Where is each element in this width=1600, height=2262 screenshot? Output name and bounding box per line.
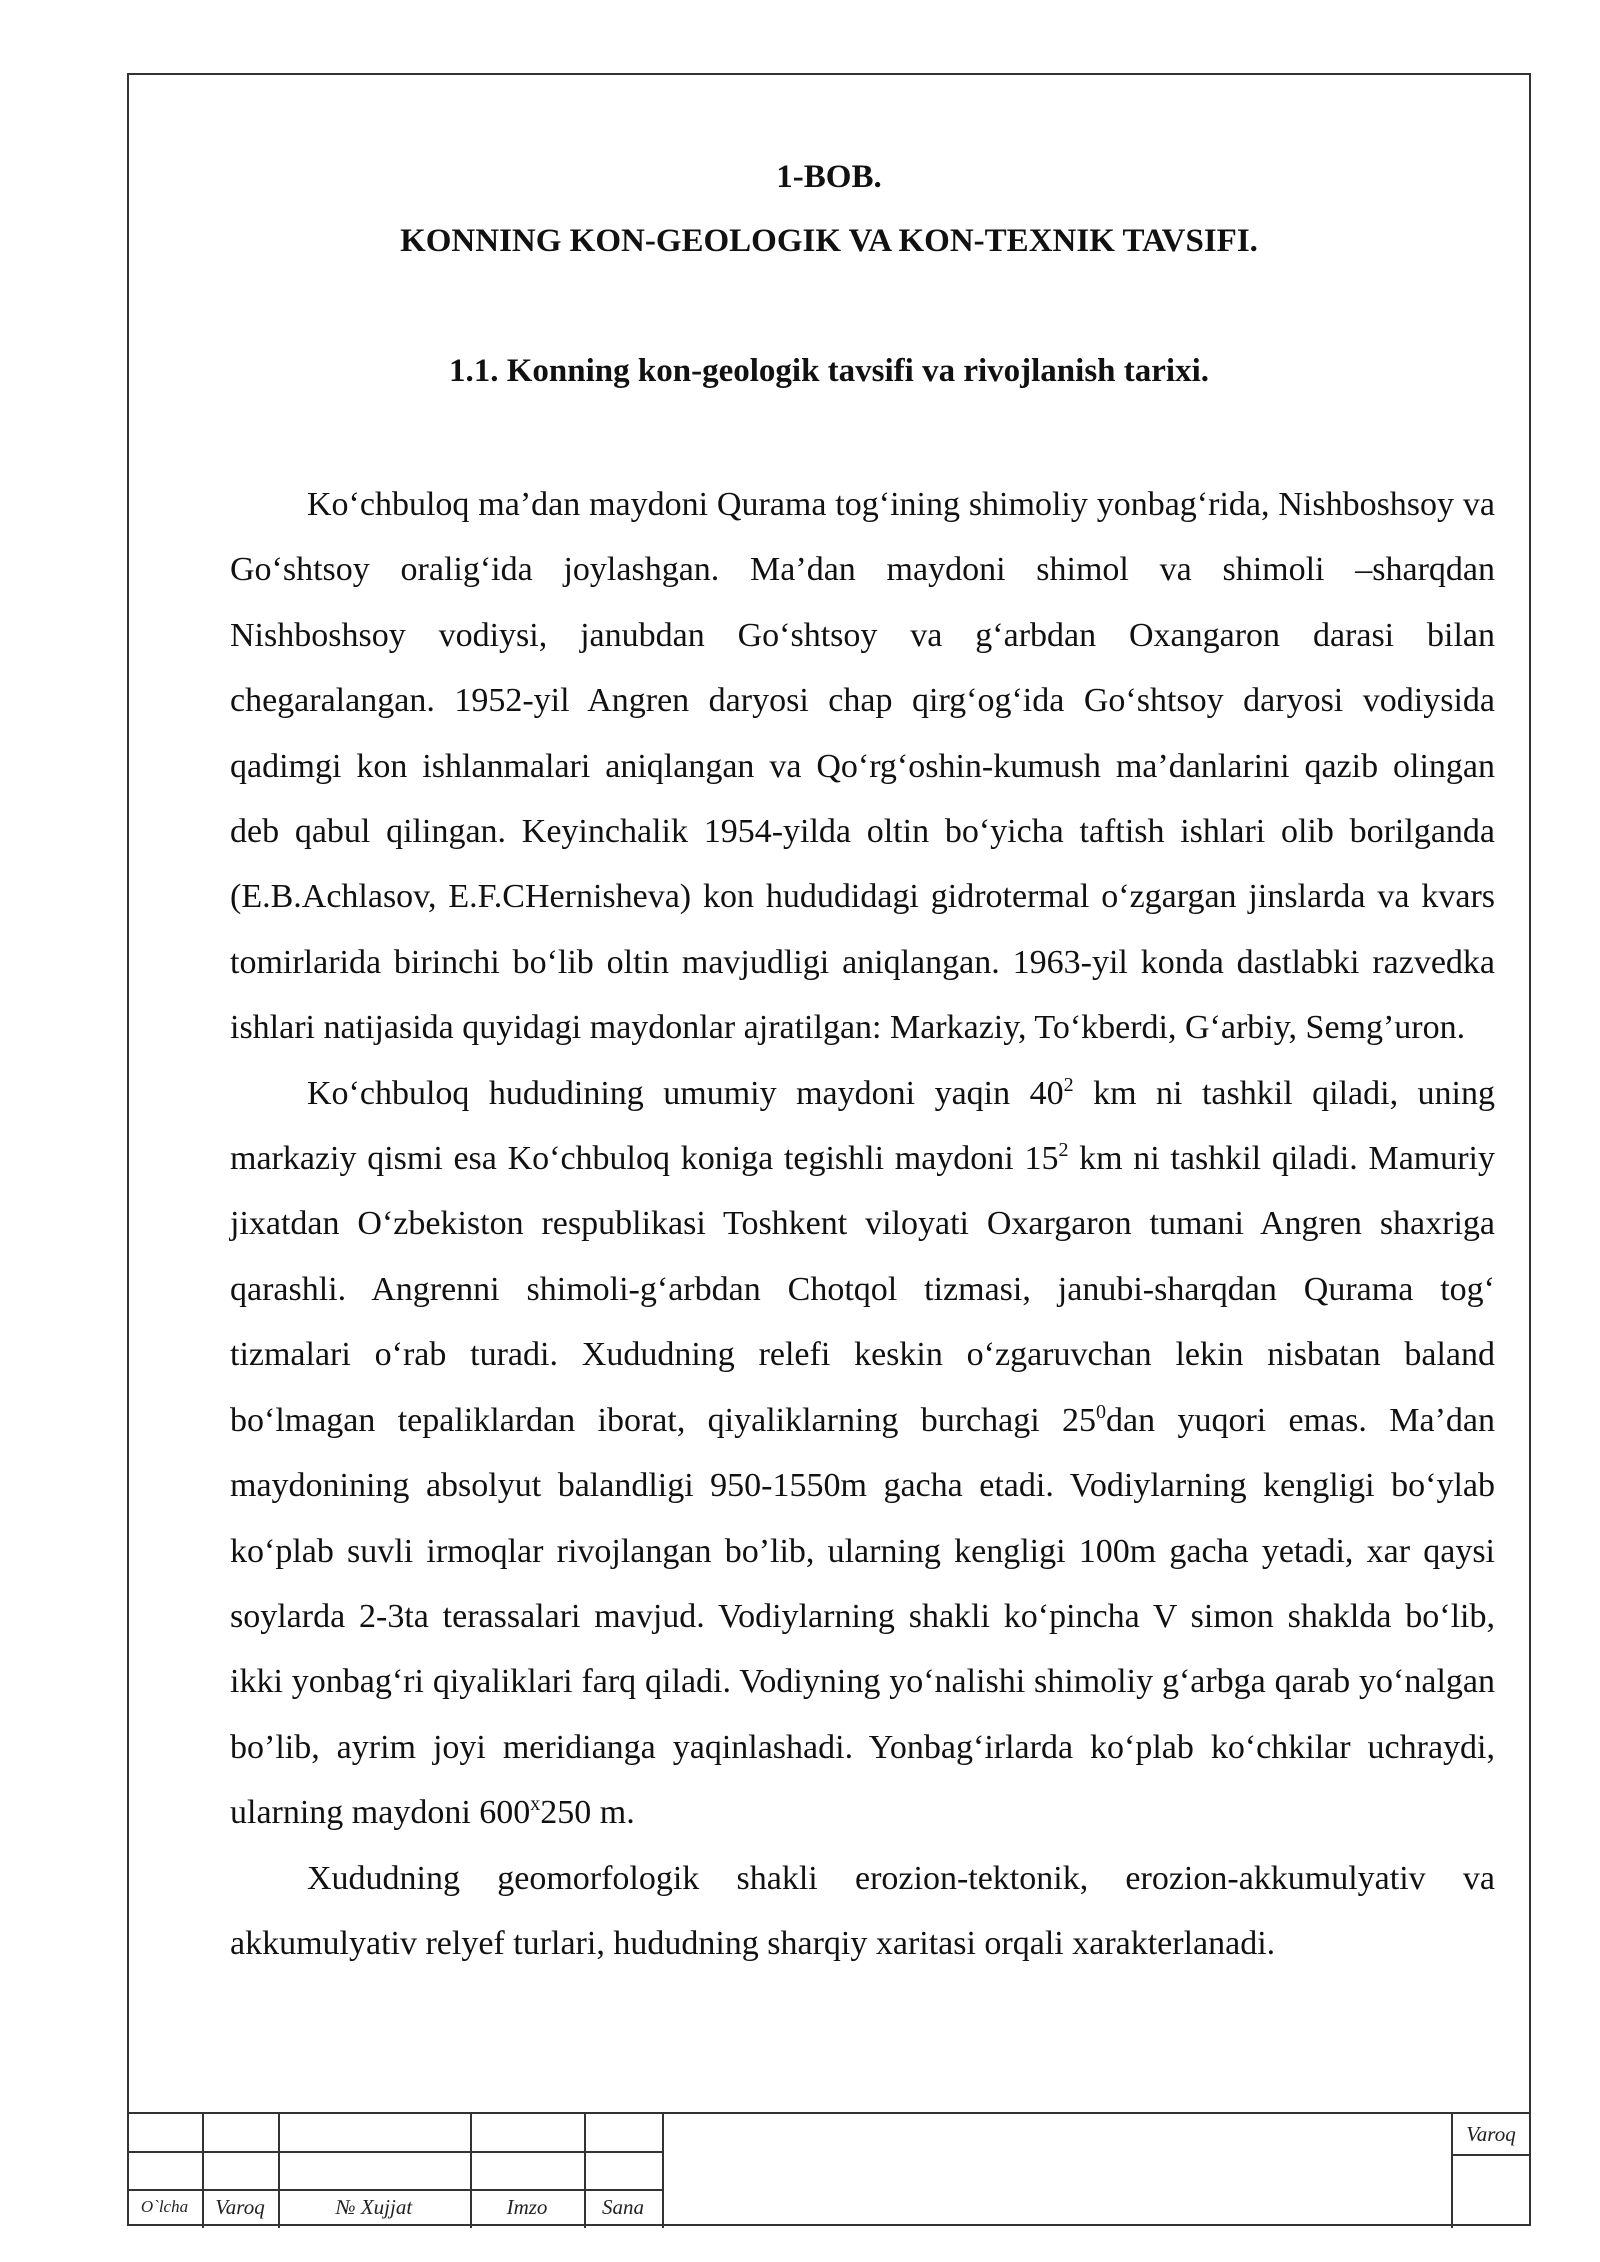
stamp-col-olcha: O`lcha (140, 2197, 189, 2216)
stamp-col-imzo: Imzo (506, 2195, 548, 2219)
paragraph-2-text-e: 250 m. (540, 1794, 635, 1832)
stamp-sheet-label: Varoq (1466, 2122, 1516, 2146)
paragraph-2-text-b: km ni tashkil qiladi, uning markaziy qismi esa Ko‘chbuloq koniga tegishli maydoni 15 (230, 1074, 1495, 1178)
paragraph-2-text-c: km ni tashkil qiladi. Mamuriy jixatdan O‘zbekiston respublikasi Toshkent viloyati Oxargaron tumani Angren shaxriga qarashli. Angrenni shimoli-g‘arbdan Chotqol tizmasi, janubi-sharqdan Qurama tog‘ tizmalari o‘rab turadi. Xududning relefi keskin o‘zgaruvchan lekin nisbatan baland bo‘lmagan tepaliklardan iborat, qiyaliklarning burchagi 25 (230, 1140, 1495, 1439)
section-title: 1.1. Konning kon-geologik tavsifi va rivojlanish tarixi. (449, 353, 1209, 389)
paragraph-2-text-a: Ko‘chbuloq hududining umumiy maydoni yaqin 40 (307, 1074, 1064, 1112)
superscript-2: 2 (1058, 1139, 1069, 1162)
superscript-3: 0 (1096, 1400, 1107, 1423)
stamp-row-line (127, 2151, 662, 2153)
chapter-title: KONNING KON-GEOLOGIK VA KON-TEXNIK TAVSIFI. (400, 223, 1258, 259)
stamp-row-line (1451, 2154, 1531, 2156)
paragraph-3: Xududning geomorfologik shakli erozion-tektonik, erozion-akkumulyativ va akkumulyativ relyef turlari, hududning sharqiy xaritasi orqali xarakterlanadi. (230, 1859, 1495, 1962)
title-block (127, 2112, 1531, 2228)
superscript-4: x (530, 1793, 541, 1816)
stamp-col-varoq: Varoq (215, 2195, 265, 2219)
stamp-col-xujjat: № Xujjat (335, 2195, 413, 2219)
chapter-number: 1-BOB. (776, 159, 882, 195)
document-body (230, 472, 1495, 1976)
stamp-col-sana: Sana (602, 2195, 644, 2219)
stamp-divider (662, 2114, 664, 2228)
paragraph-1: Ko‘chbuloq ma’dan maydoni Qurama tog‘ining shimoliy yonbag‘rida, Nishboshsoy va Go‘shtsoy oralig‘ida joylashgan. Ma’dan maydoni shimol va shimoli –sharqdan Nishboshsoy vodiysi, janubdan Go‘shtsoy va g‘arbdan Oxangaron darasi bilan chegaralangan. 1952-yil Angren daryosi chap qirg‘og‘ida Go‘shtsoy daryosi vodiysida qadimgi kon ishlanmalari aniqlangan va Qo‘rg‘oshin-kumush ma’danlarini qazib olingan deb qabul qilingan. Keyinchalik 1954-yilda oltin bo‘yicha taftish ishlari olib borilganda (E.B.Achlasov, E.F.CHernisheva) kon hududidagi gidrotermal o‘zgargan jinslarda va kvars tomirlarida birinchi bo‘lib oltin mavjudligi aniqlangan. 1963-yil konda dastlabki razvedka ishlari natijasida quyidagi maydonlar ajratilgan: Markaziy, To‘kberdi, G‘arbiy, Semg’uron. (230, 486, 1495, 1047)
paragraph-2-text-d: dan yuqori emas. Ma’dan maydonining absolyut balandligi 950-1550m gacha etadi. Vodiylarning kengligi bo‘ylab ko‘plab suvli irmoqlar rivojlangan bo’lib, ularning kengligi 100m gacha yetadi, xar qaysi soylarda 2-3ta terassalari mavjud. Vodiylarning shakli ko‘pincha V simon shaklda bo‘lib, ikki yonbag‘ri qiyaliklari farq qiladi. Vodiyning yo‘nalishi shimoliy g‘arbga qarab yo‘nalgan bo’lib, ayrim joyi meridianga yaqinlashadi. Yonbag‘irlarda ko‘plab ko‘chkilar uchraydi, ularning maydoni 600 (230, 1401, 1495, 1832)
stamp-row-line (127, 2189, 662, 2191)
paragraph-2 (230, 1061, 1495, 1846)
superscript-1: 2 (1063, 1073, 1074, 1096)
